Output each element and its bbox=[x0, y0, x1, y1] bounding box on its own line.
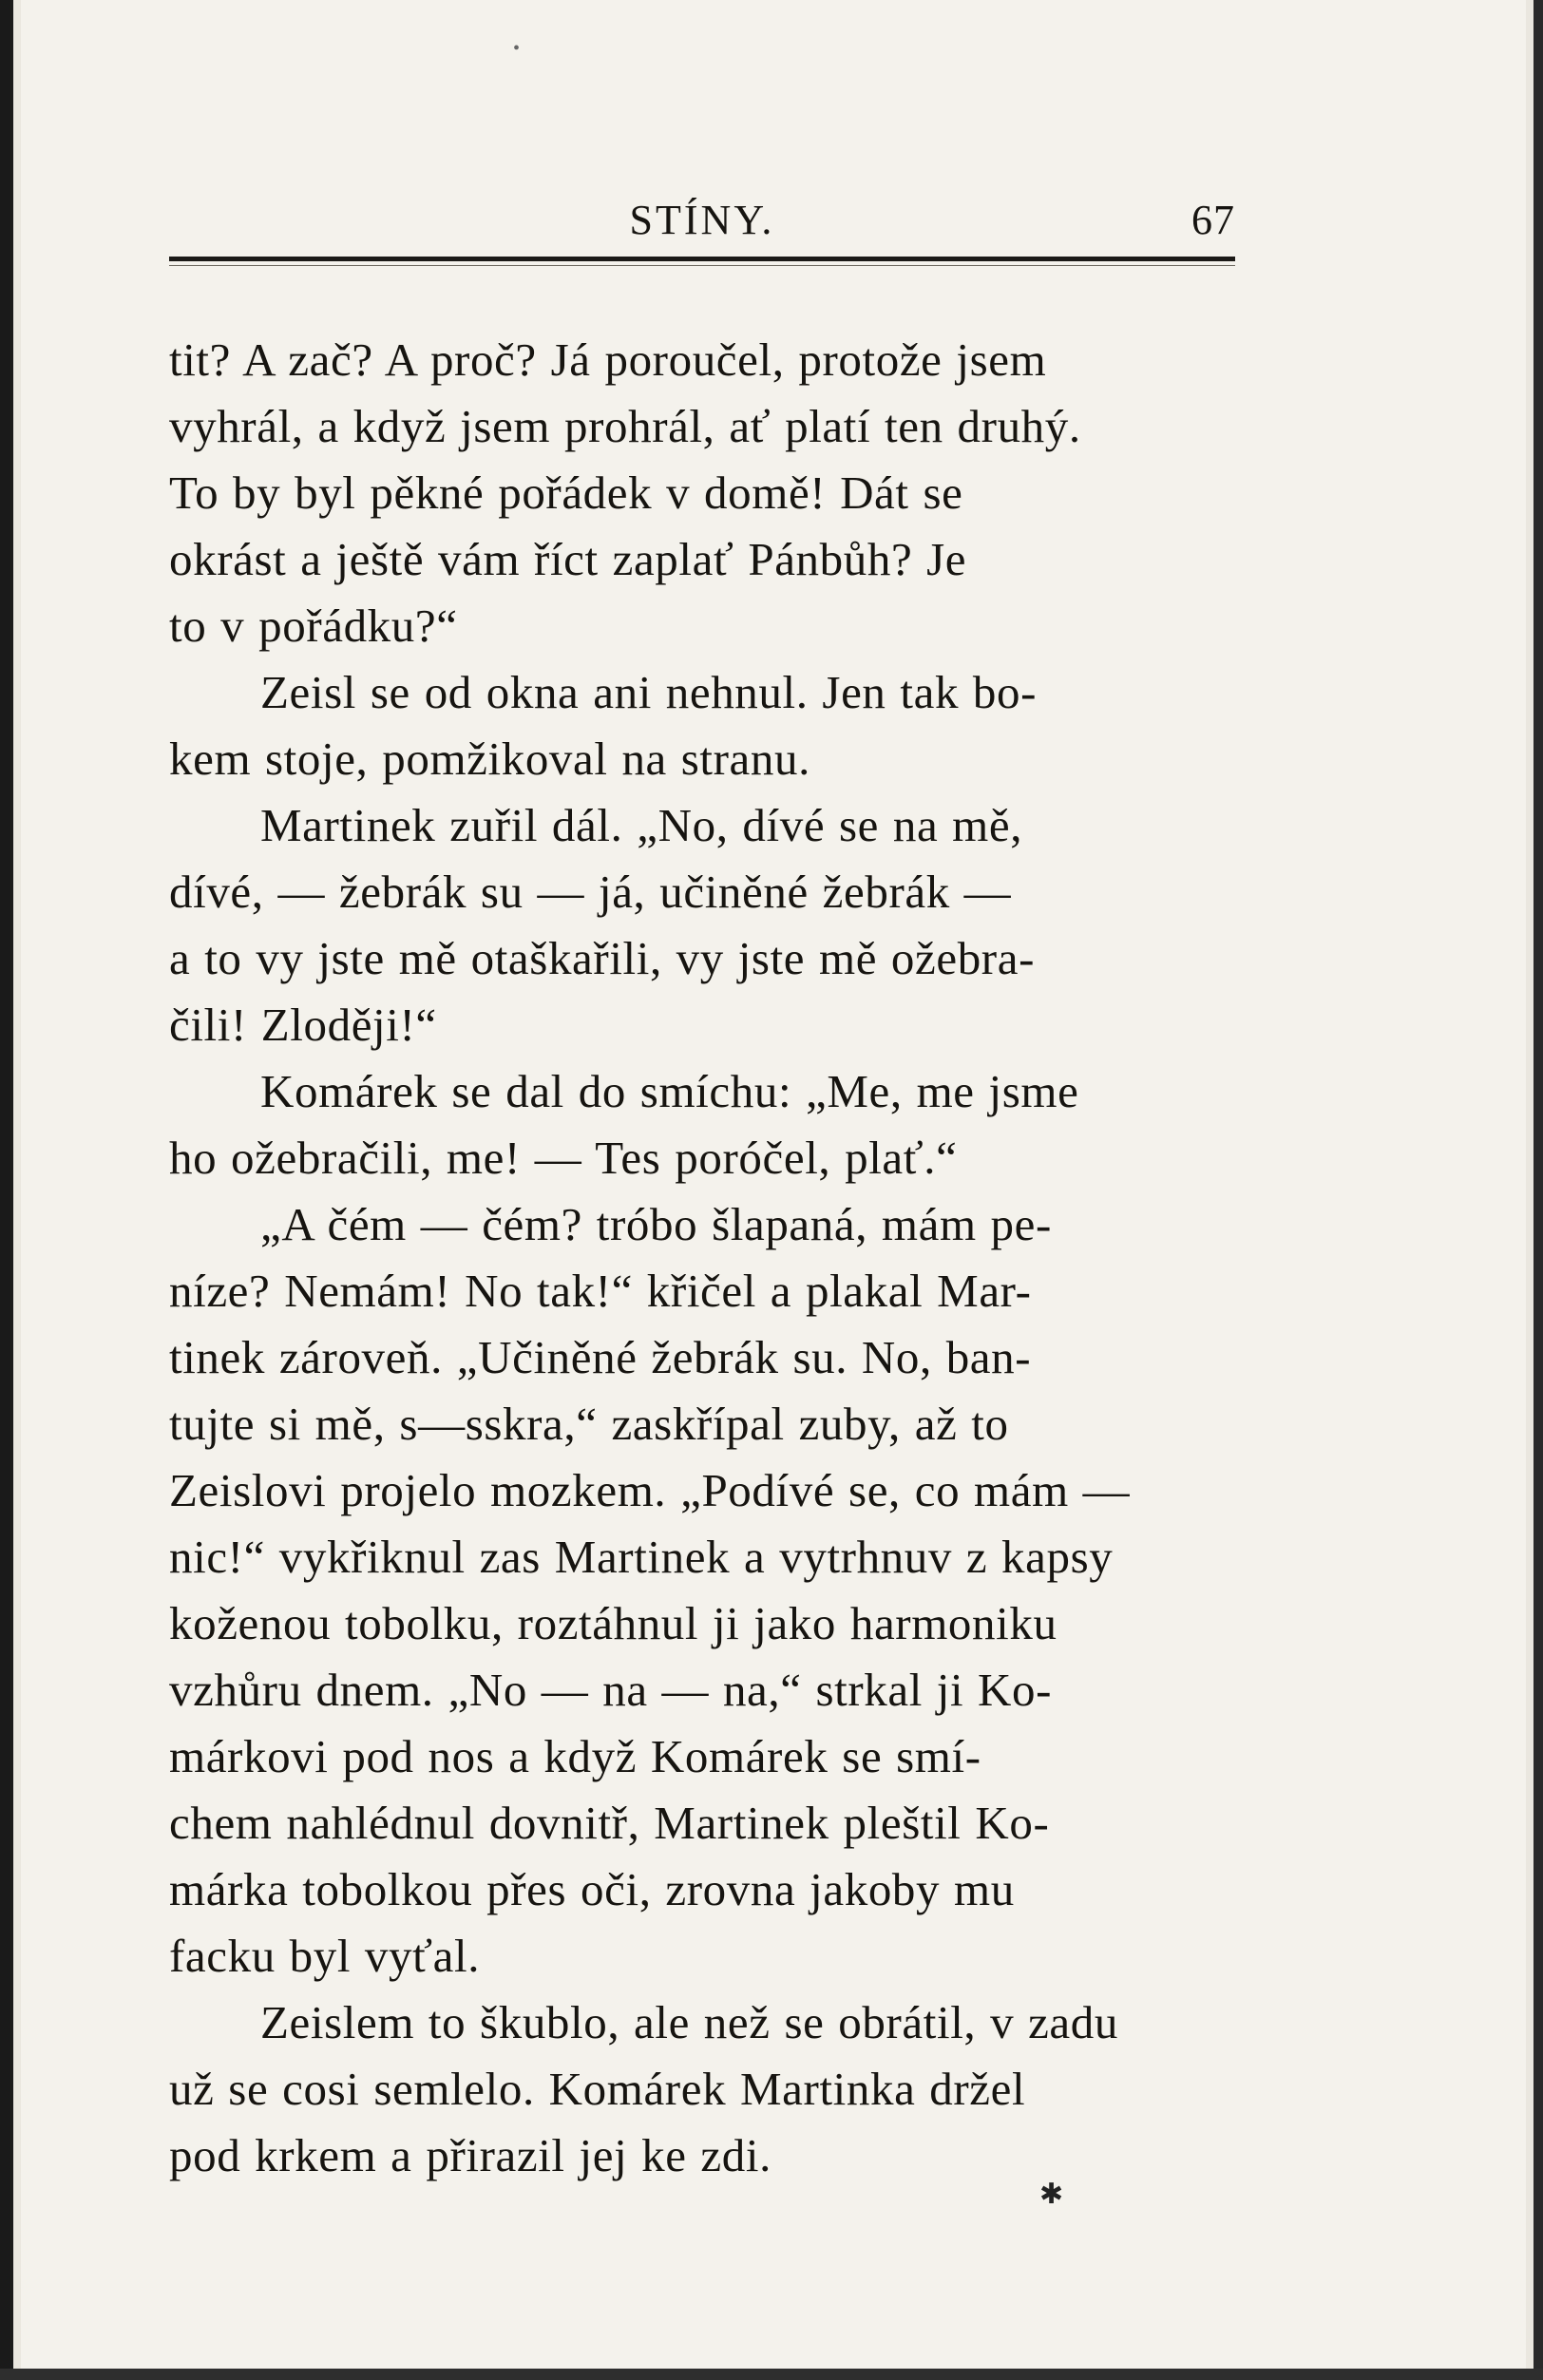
text-line: už se cosi semlelo. Komárek Martinka držel bbox=[169, 2063, 1026, 2115]
text-line: a to vy jste mě otaškařili, vy jste mě ožebra- bbox=[169, 932, 1035, 984]
printer-mark-icon: ✱ bbox=[1039, 2179, 1064, 2210]
text-line: vzhůru dnem. „No — na — na,“ strkal ji Ko- bbox=[169, 1664, 1053, 1716]
page-number: 67 bbox=[1191, 197, 1235, 243]
text-line: čili! Zloději!“ bbox=[169, 999, 437, 1051]
text-line: Zeisl se od okna ani nehnul. Jen tak bo- bbox=[260, 666, 1038, 718]
text-line: Zeislovi projelo mozkem. „Podívé se, co mám — bbox=[169, 1464, 1131, 1516]
body-text bbox=[169, 327, 1235, 2189]
text-line: tujte si mě, s—sskra,“ zaskřípal zuby, až to bbox=[169, 1398, 1009, 1450]
page-header bbox=[169, 190, 1235, 247]
text-line: To by byl pěkné pořádek v domě! Dát se bbox=[169, 466, 963, 519]
text-line: facku byl vyťal. bbox=[169, 1930, 481, 1982]
text-line: vyhrál, a když jsem prohrál, ať platí ten druhý. bbox=[169, 400, 1081, 452]
text-line: koženou tobolku, roztáhnul ji jako harmoniku bbox=[169, 1597, 1057, 1649]
text-line: ho ožebračili, me! — Tes poróčel, plať.“ bbox=[169, 1132, 958, 1184]
header-rule bbox=[169, 257, 1235, 261]
scan-right-edge bbox=[1533, 0, 1543, 2380]
text-line: tit? A zač? A proč? Já poroučel, protože jsem bbox=[169, 333, 1047, 386]
text-line: pod krkem a přirazil jej ke zdi. bbox=[169, 2129, 772, 2181]
header-rule-thin bbox=[169, 265, 1235, 266]
text-line: tinek zároveň. „Učiněné žebrák su. No, ban- bbox=[169, 1331, 1032, 1383]
text-line: Komárek se dal do smíchu: „Me, me jsme bbox=[260, 1065, 1079, 1117]
text-line: márka tobolkou přes oči, zrovna jakoby mu bbox=[169, 1863, 1015, 1915]
text-line: márkovi pod nos a když Komárek se smí- bbox=[169, 1730, 981, 1782]
text-line: nic!“ vykřiknul zas Martinek a vytrhnuv z kapsy bbox=[169, 1531, 1114, 1583]
text-line: níze? Nemám! No tak!“ křičel a plakal Mar- bbox=[169, 1265, 1032, 1317]
running-title: STÍNY. bbox=[629, 197, 775, 243]
scan-bottom-edge bbox=[0, 2369, 1543, 2380]
text-line: dívé, — žebrák su — já, učiněné žebrák — bbox=[169, 866, 1012, 918]
text-line: to v pořádku?“ bbox=[169, 600, 458, 652]
text-line: Martinek zuřil dál. „No, dívé se na mě, bbox=[260, 799, 1023, 851]
speck-icon: • bbox=[513, 38, 521, 59]
text-line: „A čém — čém? tróbo šlapaná, mám pe- bbox=[260, 1198, 1052, 1250]
text-line: okrást a ještě vám říct zaplať Pánbůh? Je bbox=[169, 533, 967, 585]
text-line: kem stoje, pomžikoval na stranu. bbox=[169, 733, 810, 785]
text-line: Zeislem to škublo, ale než se obrátil, v zadu bbox=[260, 1996, 1118, 2048]
scan-left-edge bbox=[0, 0, 13, 2380]
text-line: chem nahlédnul dovnitř, Martinek pleštil Ko- bbox=[169, 1797, 1050, 1849]
